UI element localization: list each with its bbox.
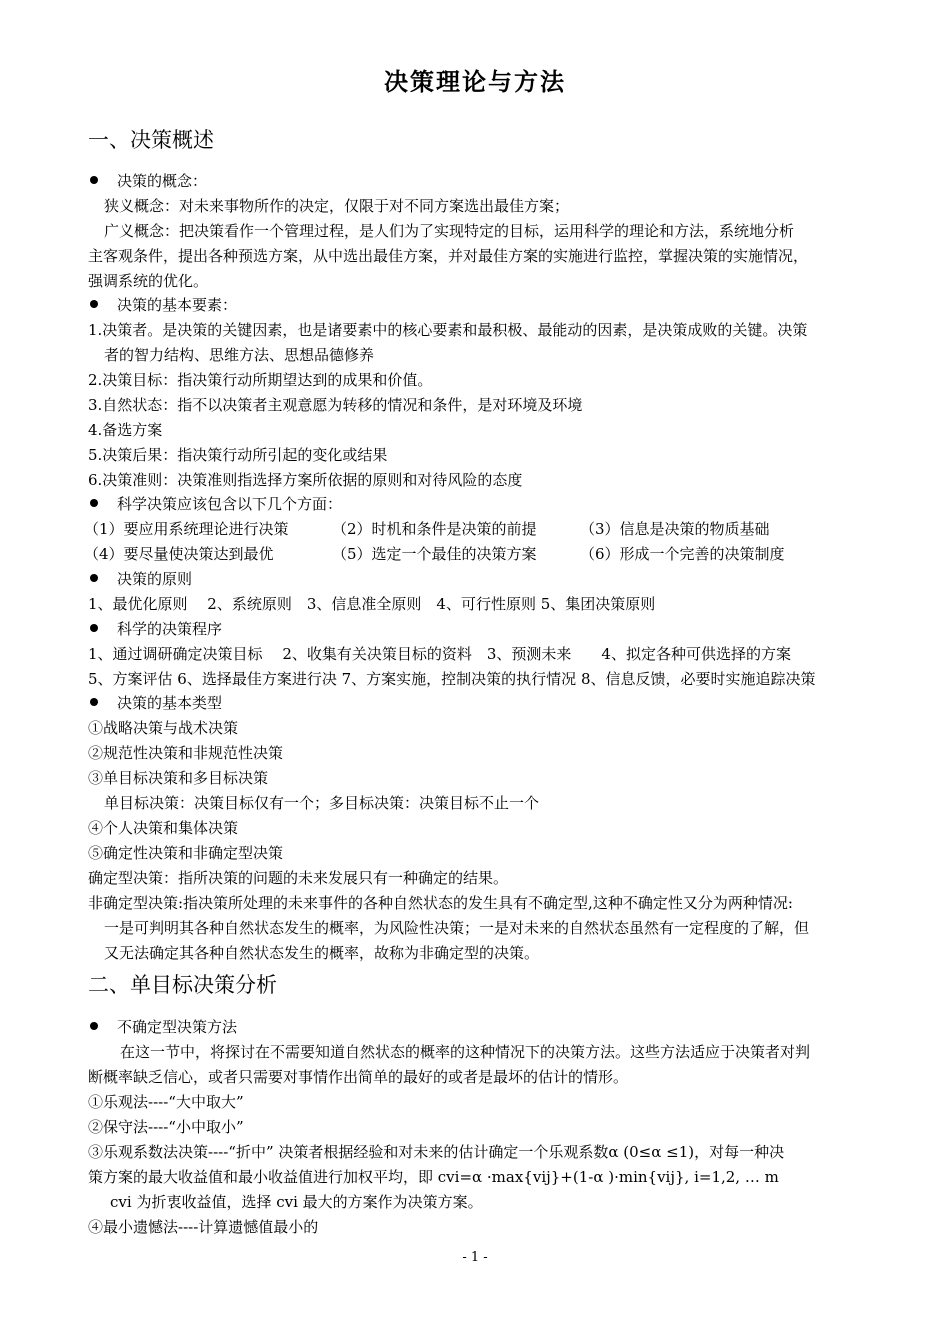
text-broad-3: 强调系统的优化。 <box>88 272 209 290</box>
science-item: （1）要应用系统理论进行决策 <box>84 520 289 538</box>
type-1: ①战略决策与战术决策 <box>88 719 239 737</box>
type-5: ⑤确定性决策和非确定型决策 <box>88 844 284 862</box>
bullet-label: 科学决策应该包含以下几个方面： <box>117 495 343 513</box>
intro-line-1: 在这一节中，将探讨在不需要知道自然状态的概率的这种情况下的决策方法。这些方法适应于决策者对判 <box>120 1043 811 1061</box>
section-heading-2: 二、单目标决策分析 <box>88 973 277 997</box>
bullet-label: 决策的基本要素： <box>117 296 238 314</box>
certain-definition: 确定型决策：指所决策的问题的未来发展只有一种确定的结果。 <box>88 869 509 887</box>
document-title: 决策理论与方法 <box>384 68 566 96</box>
method-4: ④最小遗憾法----计算遗憾值最小的 <box>88 1218 319 1236</box>
method-3-line-1: ③乐观系数法决策----“折中” 决策者根据经验和对未来的估计确定一个乐观系数α (0≤α ≤1)，对每一种决 <box>88 1143 785 1161</box>
bullet-icon <box>90 624 98 632</box>
intro-line-2: 断概率缺乏信心，或者只需要对事情作出简单的最好的或者是最坏的估计的情形。 <box>88 1068 629 1086</box>
type-3: ③单目标决策和多目标决策 <box>88 769 269 787</box>
text-broad-1: 广义概念：把决策看作一个管理过程，是人们为了实现特定的目标，运用科学的理论和方法，系统地分析 <box>104 222 795 240</box>
bullet-principle <box>88 568 888 590</box>
page-number: - 1 - <box>462 1250 488 1265</box>
method-3-line-3: cvi 为折衷收益值，选择 cvi 最大的方案作为决策方案。 <box>110 1193 483 1211</box>
bullet-icon <box>90 698 98 706</box>
science-item: （3）信息是决策的物质基础 <box>580 520 770 538</box>
type-3-note: 单目标决策：决策目标仅有一个；多目标决策：决策目标不止一个 <box>104 794 540 812</box>
science-row-2 <box>84 543 884 565</box>
bullet-icon <box>90 176 98 184</box>
science-item: （6）形成一个完善的决策制度 <box>580 545 785 563</box>
section-heading-1: 一、决策概述 <box>88 128 214 152</box>
science-item: （4）要尽量使决策达到最优 <box>84 545 274 563</box>
element-5: 5.决策后果：指决策行动所引起的变化或结果 <box>88 446 388 464</box>
procedure-line-1: 1、通过调研确定决策目标 2、收集有关决策目标的资料 3、预测未来 4、拟定各种可供选择的方案 <box>88 645 791 663</box>
procedure-line-2: 5、方案评估 6、选择最佳方案进行决 7、方案实施，控制决策的执行情况 8、信息反馈，必要时实施追踪决策 <box>88 670 816 688</box>
text-narrow: 狭义概念：对未来事物所作的决定，仅限于对不同方案选出最佳方案； <box>104 197 570 215</box>
bullet-icon <box>90 574 98 582</box>
bullet-label: 科学的决策程序 <box>117 620 223 638</box>
bullet-label: 决策的原则 <box>117 570 193 588</box>
uncertain-line-1: 非确定型决策:指决策所处理的未来事件的各种自然状态的发生具有不确定型,这种不确定性又分为两种情况: <box>88 894 793 912</box>
element-2: 2.决策目标：指决策行动所期望达到的成果和价值。 <box>88 371 433 389</box>
bullet-label: 决策的概念： <box>117 172 208 190</box>
element-1-line-1: 1.决策者。是决策的关键因素，也是诸要素中的核心要素和最积极、最能动的因素，是决策成败的关键。决策 <box>88 321 808 339</box>
bullet-science <box>88 493 888 515</box>
bullet-types <box>88 692 888 714</box>
uncertain-line-2: 一是可判明其各种自然状态发生的概率，为风险性决策；一是对未来的自然状态虽然有一定程度的了解，但 <box>104 919 810 937</box>
text-broad-2: 主客观条件，提出各种预选方案，从中选出最佳方案，并对最佳方案的实施进行监控，掌握决策的实施情况， <box>88 247 809 265</box>
bullet-concept <box>88 170 888 192</box>
science-item: （2）时机和条件是决策的前提 <box>332 520 537 538</box>
uncertain-line-3: 又无法确定其各种自然状态发生的概率，故称为非确定型的决策。 <box>104 944 540 962</box>
bullet-label: 不确定型决策方法 <box>117 1018 238 1036</box>
bullet-elements <box>88 294 888 316</box>
bullet-icon <box>90 300 98 308</box>
science-row-1 <box>84 518 884 540</box>
type-2: ②规范性决策和非规范性决策 <box>88 744 284 762</box>
method-3-line-2: 策方案的最大收益值和最小收益值进行加权平均，即 cvi=α ·max{vij}+(1-α )·min{vij}, i=1,2, … m <box>88 1168 779 1186</box>
element-4: 4.备选方案 <box>88 421 163 439</box>
bullet-icon <box>90 499 98 507</box>
bullet-icon <box>90 1022 98 1030</box>
bullet-label: 决策的基本类型 <box>117 694 223 712</box>
method-1: ①乐观法----“大中取大” <box>88 1093 244 1111</box>
element-6: 6.决策准则：决策准则指选择方案所依据的原则和对待风险的态度 <box>88 471 523 489</box>
type-4: ④个人决策和集体决策 <box>88 819 239 837</box>
element-1-line-2: 者的智力结构、思维方法、思想品德修养 <box>104 346 375 364</box>
method-2: ②保守法----“小中取小” <box>88 1118 244 1136</box>
science-item: （5）选定一个最佳的决策方案 <box>332 545 537 563</box>
principles-list: 1、最优化原则 2、系统原则 3、信息准全原则 4、可行性原则 5、集团决策原则 <box>88 595 656 613</box>
bullet-procedure <box>88 618 888 640</box>
bullet-method <box>88 1016 888 1038</box>
element-3: 3.自然状态：指不以决策者主观意愿为转移的情况和条件，是对环境及环境 <box>88 396 583 414</box>
